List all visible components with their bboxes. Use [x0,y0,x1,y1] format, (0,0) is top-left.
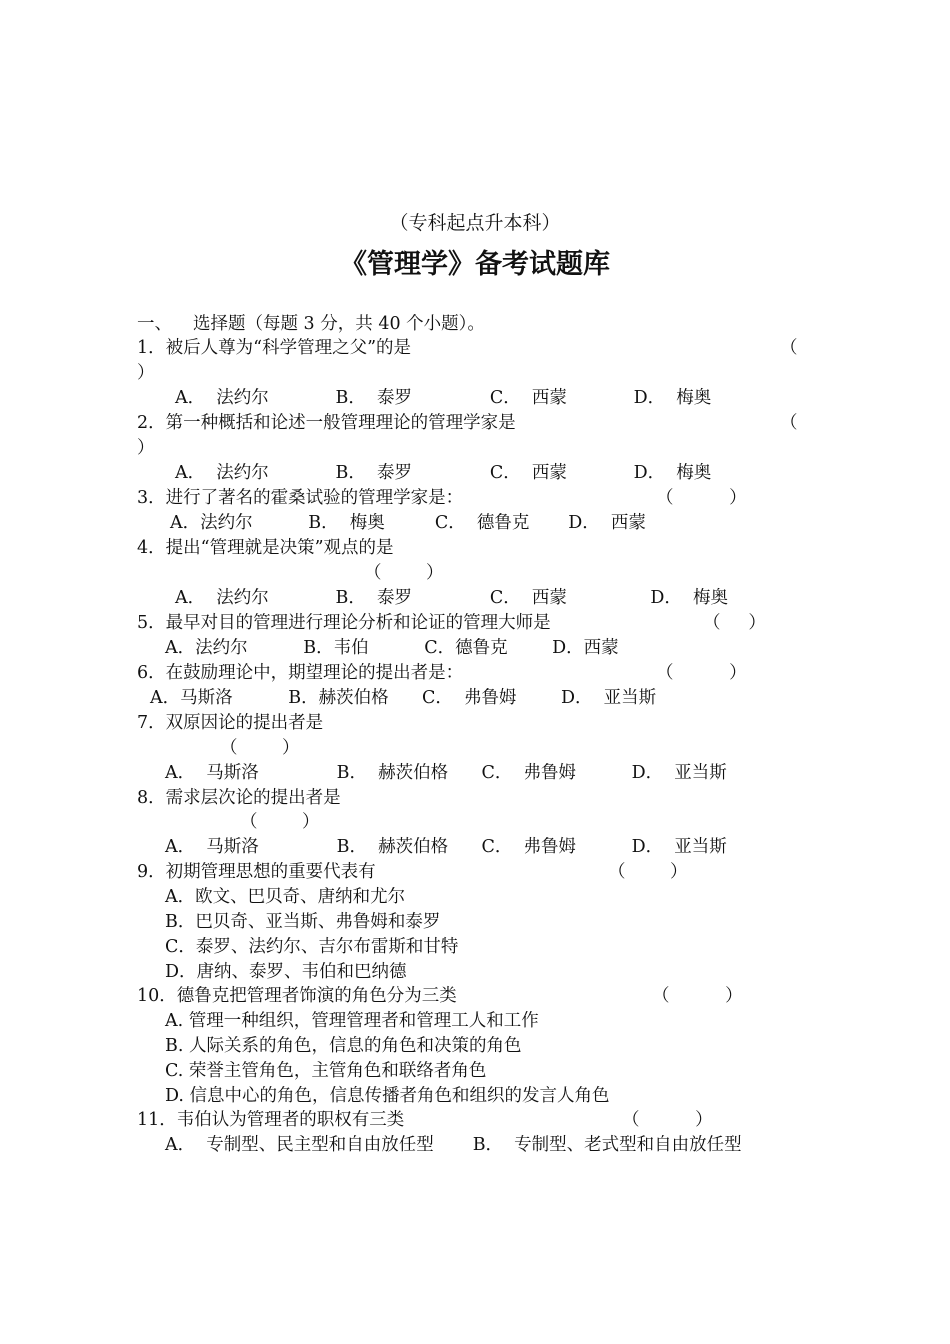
answer-bracket: （ ） [652,986,743,1006]
question-4: 4．提出“管理就是决策”观点的是 [137,538,394,558]
question-10-option-b: B. 人际关系的角色，信息的角色和决策的角色 [165,1036,522,1056]
section-heading: 选择题（每题 3 分，共 40 个小题）。 [193,314,485,334]
answer-bracket: （ ） [364,563,444,583]
question-11-options: A． 专制型、民主型和自由放任型 B． 专制型、老式型和自由放任型 [165,1135,742,1155]
question-9-option-a: A．欧文、巴贝奇、唐纳和尤尔 [165,887,406,907]
section-number: 一、 [137,314,172,334]
document-title: 《管理学》备考试题库 [340,249,610,280]
answer-bracket: （ ） [240,812,320,832]
answer-bracket-open: （ [780,413,798,433]
question-8: 8．需求层次论的提出者是 [137,788,341,808]
question-9-option-b: B．巴贝奇、亚当斯、弗鲁姆和泰罗 [165,912,441,932]
question-10: 10．德鲁克把管理者饰演的角色分为三类 [137,986,457,1006]
question-1: 1．被后人尊为“科学管理之父”的是 [137,338,412,358]
question-5-options: A．法约尔 B．韦伯 C．德鲁克 D．西蒙 [165,638,619,658]
answer-bracket: （ ） [656,663,747,683]
answer-bracket: （ ） [608,862,688,882]
question-10-option-d: D. 信息中心的角色，信息传播者角色和组织的发言人角色 [165,1086,610,1106]
document-subtitle: （专科起点升本科） [389,212,561,234]
question-9: 9．初期管理思想的重要代表有 [137,862,376,882]
answer-bracket-close: ） [137,363,155,383]
question-5: 5．最早对目的管理进行理论分析和论证的管理大师是 [137,613,551,633]
question-8-options: A． 马斯洛 B． 赫茨伯格 C． 弗鲁姆 D． 亚当斯 [165,837,727,857]
answer-bracket: （ ） [703,613,766,633]
question-10-option-c: C. 荣誉主管角色，主管角色和联络者角色 [165,1061,487,1081]
question-6: 6．在鼓励理论中，期望理论的提出者是： [137,663,464,683]
question-4-options: A． 法约尔 B． 泰罗 C． 西蒙 D． 梅奥 [175,588,728,608]
question-1-options: A． 法约尔 B． 泰罗 C． 西蒙 D． 梅奥 [175,388,712,408]
question-9-option-d: D．唐纳、泰罗、韦伯和巴纳德 [165,962,407,982]
question-7-options: A． 马斯洛 B． 赫茨伯格 C． 弗鲁姆 D． 亚当斯 [165,763,727,783]
answer-bracket: （ ） [220,738,300,758]
question-3: 3．进行了著名的霍桑试验的管理学家是： [137,488,464,508]
question-3-options: A．法约尔 B． 梅奥 C． 德鲁克 D． 西蒙 [170,513,646,533]
question-2-options: A． 法约尔 B． 泰罗 C． 西蒙 D． 梅奥 [175,463,712,483]
answer-bracket-close: ） [137,438,155,458]
answer-bracket: （ ） [622,1110,713,1130]
question-6-options: A．马斯洛 B．赫茨伯格 C． 弗鲁姆 D． 亚当斯 [150,688,657,708]
answer-bracket: （ ） [656,488,747,508]
question-10-option-a: A. 管理一种组织，管理管理者和管理工人和工作 [165,1011,539,1031]
question-7: 7．双原因论的提出者是 [137,713,324,733]
question-9-option-c: C．泰罗、法约尔、吉尔布雷斯和甘特 [165,937,459,957]
question-11: 11．韦伯认为管理者的职权有三类 [137,1110,405,1130]
answer-bracket-open: （ [780,338,798,358]
question-2: 2．第一种概括和论述一般管理理论的管理学家是 [137,413,516,433]
